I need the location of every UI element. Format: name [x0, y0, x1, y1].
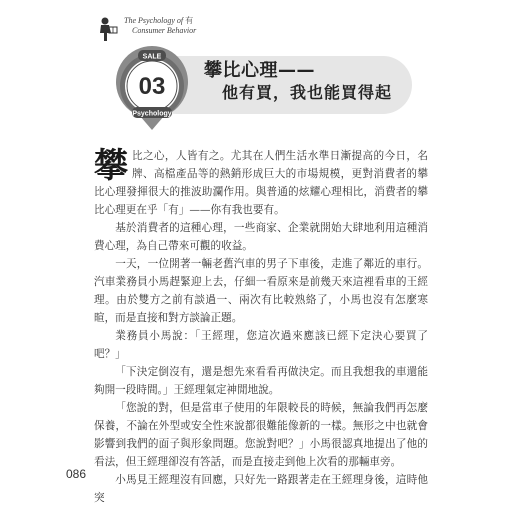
running-header-mark: 有: [185, 16, 194, 25]
running-header-line1: The Psychology of 有: [124, 16, 194, 25]
paragraph: 「下決定倒沒有，還是想先來看看再做決定。而且我想我的車還能夠開一段時間。」王經理氣定神閒地說。: [94, 366, 428, 396]
paragraph: 基於消費者的這種心理，一些商家、企業就開始大肆地利用這種消費心理，為自己帶來可觀的收益。: [94, 222, 428, 252]
running-header-titles: [124, 16, 196, 36]
chapter-badge: [110, 46, 194, 132]
drop-cap: 攀: [94, 146, 128, 186]
reading-figure-icon: [96, 16, 120, 42]
running-header-line2: Consumer Behavior: [132, 26, 197, 35]
chapter-title-line2: 他有買，我也能買得起: [222, 83, 393, 102]
paragraph: 業務員小馬說：「王經理，您這次過來應該已經下定決心要買了吧？」: [94, 330, 428, 360]
paragraph: 一天，一位開著一輛老舊汽車的男子下車後，走進了鄰近的車行。汽車業務員小馬趕緊迎上去，仔細一看原來是前幾天來這裡看車的王經理。由於雙方之前有談過一、兩次有比較熟絡了，小馬也沒有怎麼寒暄，而是直接和對方談論正題。: [94, 258, 428, 324]
chapter-header: [110, 46, 430, 126]
page-number: 086: [66, 467, 87, 481]
badge-top-label: SALE: [142, 53, 162, 61]
body-text: [94, 147, 428, 507]
paragraph-text: 比之心，人皆有之。尤其在人們生活水準日漸提高的今日，名牌、高檔產品等的熱銷形成巨大的市場規模，更對消費者的攀比心理發揮很大的推波助瀾作用。與普通的炫耀心理相比，消費者的攀比心理更在乎「有」——你有我也要有。: [94, 150, 428, 216]
paragraph: [94, 147, 428, 219]
running-header: [96, 16, 196, 42]
badge-number: 03: [138, 73, 166, 100]
chapter-title-line1: 攀比心理——: [204, 60, 315, 81]
badge-bottom-label: Psychology: [132, 110, 172, 118]
paragraph: 小馬見王經理沒有回應，只好先一路跟著走在王經理身後，這時他突: [94, 474, 428, 504]
paragraph: 「您說的對，但是當車子使用的年限較長的時候，無論我們再怎麼保養，不論在外型或安全性來說都很難能像新的一樣。無形之中也就會影響到我們的面子與形象問題。您說對吧？」小馬很認真地提出了他的看法，但王經理卻沒有答話，而是直接走到他上次看的那輛車旁。: [94, 402, 428, 468]
chapter-title: [204, 60, 392, 104]
